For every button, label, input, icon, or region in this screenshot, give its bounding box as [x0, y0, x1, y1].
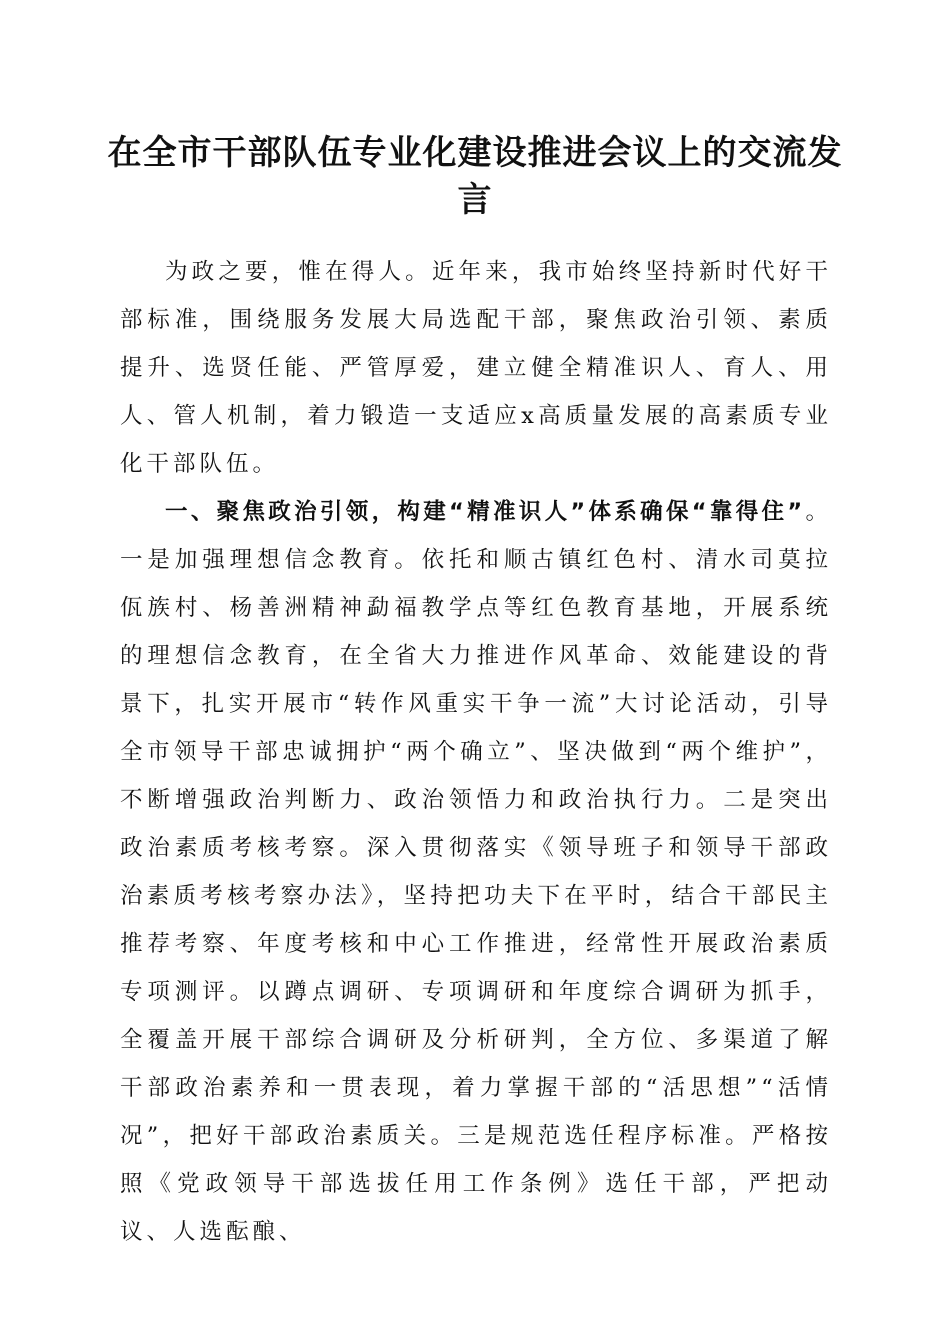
document-title: 在全市干部队伍专业化建设推进会议上的交流发言: [107, 133, 843, 220]
paragraph-section-1-text: 。一是加强理想信念教育。依托和顺古镇红色村、清水司莫拉佤族村、杨善洲精神勐福教学点等红色教育基地，开展系统的理想信念教育，在全省大力推进作风革命、效能建设的背景下，扎实开展市“转作风重实干争一流”大讨论活动，引导全市领导干部忠诚拥护“两个确立”、坚决做到“两个维护”，不断增强政治判断力、政治领悟力和政治执行力。二是突出政治素质考核考察。深入贯彻落实《领导班子和领导干部政治素质考核考察办法》，坚持把功夫下在平时，结合干部民主推荐考察、年度考核和中心工作推进，经常性开展政治素质专项测评。以蹲点调研、专项调研和年度综合调研为抓手，全覆盖开展干部综合调研及分析研判，全方位、多渠道了解干部政治素养和一贯表现，着力掌握干部的“活思想”“活情况”，把好干部政治素质关。三是规范选任程序标准。严格按照《党政领导干部选拔任用工作条例》选任干部，严把动议、人选酝酿、: [120, 499, 832, 1245]
paragraph-intro: [120, 248, 832, 488]
section-heading: 一、聚焦政治引领，构建“精准识人”体系确保“靠得住”: [165, 499, 806, 525]
document-body: [120, 248, 832, 1256]
paragraph-intro-text: 为政之要，惟在得人。近年来，我市始终坚持新时代好干部标准，围绕服务发展大局选配干部，聚焦政治引领、素质提升、选贤任能、严管厚爱，建立健全精准识人、育人、用人、管人机制，着力锻造一支适应x高质量发展的高素质专业化干部队伍。: [120, 259, 832, 477]
paragraph-section-1: [120, 488, 832, 1256]
